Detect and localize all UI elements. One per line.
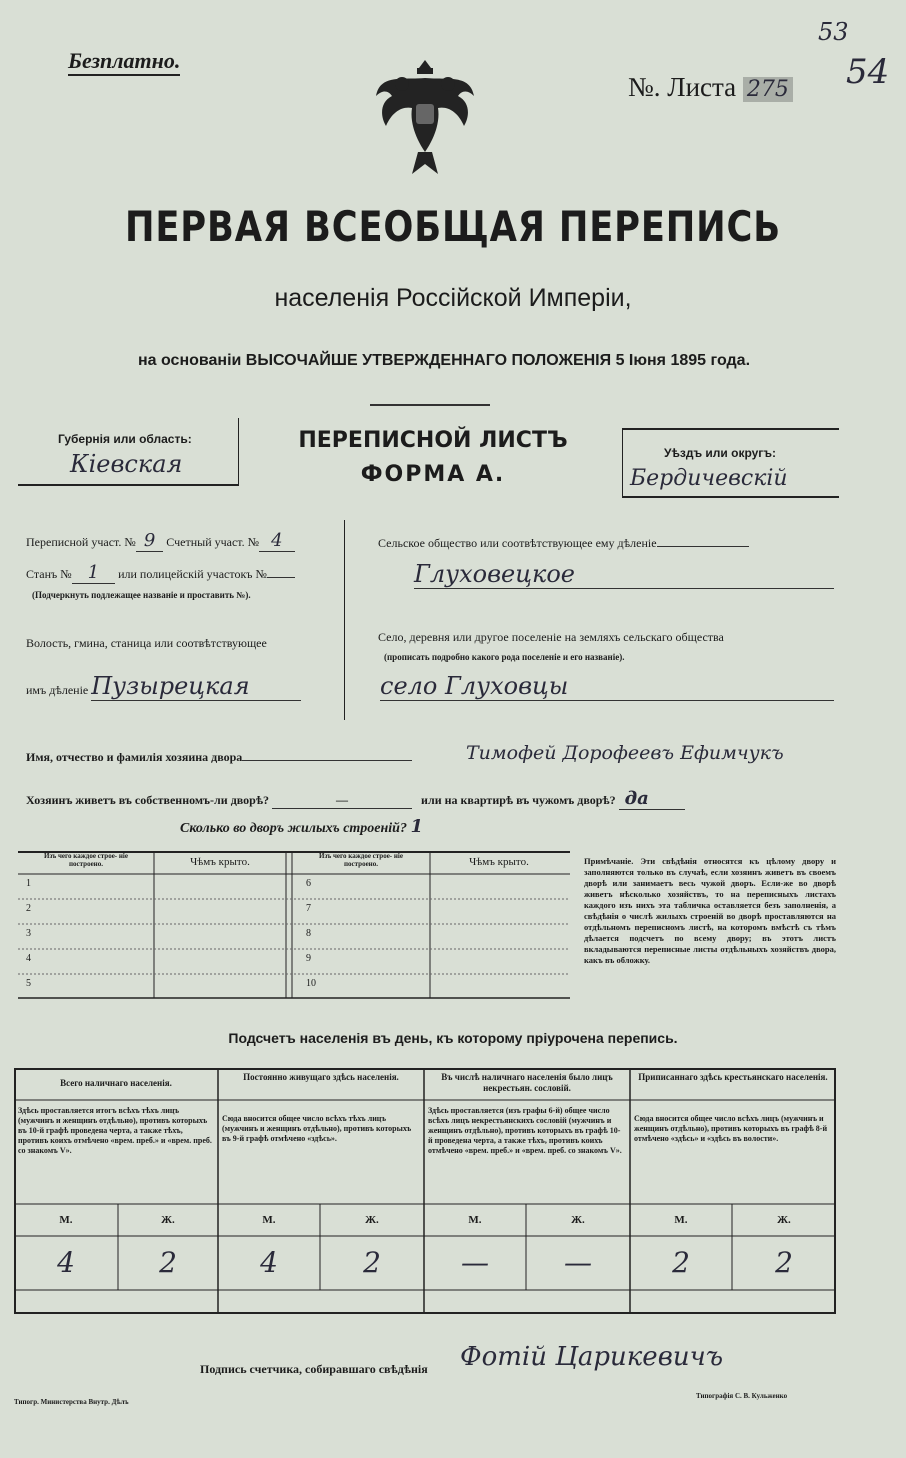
row-num: 2 [26,903,31,914]
village-value[interactable]: село Глуховцы [380,672,834,701]
volost-value[interactable]: Пузырецкая [91,672,301,701]
row-num: 1 [26,878,31,889]
subtitle: населенія Россійской Имперіи, [274,284,632,312]
stan-line: Станъ № 1 или полицейскій участокъ № [26,562,295,583]
col-m-2: М. [262,1214,276,1226]
village-label: Село, деревня или другое поселеніе на земляхъ сельскаго общества [378,630,724,644]
stan-value[interactable]: 1 [72,562,115,584]
buildings-col-roof-2: Чѣмъ крыто. [469,856,529,868]
sheet-number-value: 275 [743,77,793,102]
count-header-total: Всего наличнаго населенія. [60,1078,172,1088]
owner-name-line: Имя, отчество и фамилія хозяина двора [26,750,412,765]
count-value[interactable]: 2 [363,1246,381,1279]
buildings-col-roof: Чѣмъ крыто. [190,856,250,868]
count-value[interactable]: — [564,1246,592,1279]
gubernia-value[interactable]: Кіевская [70,450,183,478]
row-num: 4 [26,953,31,964]
count-header-ascribed: Приписаннаго здѣсь крестьянскаго населенія. [638,1072,828,1082]
owner-name-value[interactable]: Тимофей Дорофеевъ Ефимчукъ [466,742,784,764]
own-yard-value[interactable]: — [272,793,412,809]
note-text: Примѣчаніе. Эти свѣдѣнія относятся къ цѣлому двору и заполняются только въ случаѣ, если хозяинъ живетъ въ своемъ дворѣ или занимаетъ весь чужой дворъ. Если-же во дворѣ живетъ нѣсколько хозяйствъ, то на переписныхъ листахъ каждого изъ нихъ эта табличка оставляется безъ заполненія, а свѣдѣнія о числѣ жилыхъ строеній во дворѣ проставляются на отдѣльномъ переписномъ листѣ, на которомъ вмѣстѣ съ тѣмъ дѣлается подсчетъ по всему двору; въ этотъ листъ вкладываются переписные листы отдѣльныхъ хозяйствъ двора, какъ въ обложку. [584,856,836,965]
row-num: 7 [306,903,311,914]
form-title: ПЕРЕПИСНОЙ ЛИСТЪ [298,428,568,453]
row-num: 5 [26,978,31,989]
count-desc-total: Здѣсь проставляется итогъ всѣхъ тѣхъ лицъ (мужчинъ и женщинъ отдѣльно), противъ которыхъ въ 10-й графѣ проведена черта, а также тѣхъ, противъ коихъ отмѣчено «врем. преб.» и «врем. преб. со знакомъ V». [18,1106,212,1155]
buildings-col-material: Изъ чего каждое строе- ніе построено. [44,852,128,868]
society-value[interactable]: Глуховецкое [414,560,834,589]
row-num: 9 [306,953,311,964]
buildings-count-value[interactable]: 1 [410,816,423,837]
main-title: ПЕРВАЯ ВСЕОБЩАЯ ПЕРЕПИСЬ [124,202,781,251]
col-m-3: М. [468,1214,482,1226]
footer-printer-left: Типогр. Министерства Внутр. Дѣлъ [14,1398,129,1406]
count-value[interactable]: 4 [260,1246,278,1279]
count-value[interactable]: 2 [775,1246,793,1279]
col-zh-2: Ж. [365,1214,379,1226]
gubernia-label: Губернія или область: [58,432,192,446]
society-line: Сельское общество или соотвѣтствующее ему дѣленіе [378,536,749,551]
divider-ornament [370,404,490,406]
buildings-table-grid [18,850,570,1000]
basis-line: на основаніи ВЫСОЧАЙШЕ УТВЕРЖДЕННАГО ПОЛОЖЕНІЯ 5 Іюня 1895 года. [137,352,751,369]
sheet-number-label: №. Листа 275 [628,72,793,103]
archive-mark-1: 53 [818,18,849,46]
form-name: ФОРМА А. [360,462,506,487]
rent-value[interactable]: да [619,788,685,810]
count-desc-ascribed: Сюда вносится общее число всѣхъ лицъ (мужчинъ и женщинъ отдѣльно), противъ которыхъ въ графѣ 8-й отмѣчено «здѣсь» и «здѣсь въ волости». [634,1114,828,1143]
count-title: Подсчетъ населенія въ день, къ которому пріурочена перепись. [228,1030,678,1046]
count-value[interactable]: 4 [57,1246,75,1279]
count-desc-permanent: Сюда вносится общее число всѣхъ тѣхъ лицъ (мужчинъ и женщинъ отдѣльно), противъ которыхъ въ 9-й графѣ отмѣчено «здѣсь». [222,1114,412,1143]
row-num: 8 [306,928,311,939]
uchastok-value[interactable]: 9 [136,530,163,552]
count-desc-noncrest: Здѣсь проставляется (изъ графы 6-й) общее число всѣхъ лицъ некрестьянскихъ сословій (мужчинъ и женщинъ отдѣльно), противъ которыхъ въ графѣ 10-й проведена черта, а также тѣхъ, противъ коихъ отмѣчено «врем. преб.» и «врем. преб. со знакомъ V». [428,1106,622,1155]
col-m-4: М. [674,1214,688,1226]
count-header-permanent: Постоянно живущаго здѣсь населенія. [243,1072,399,1082]
col-zh-1: Ж. [161,1214,175,1226]
volost-label: Волость, гмина, станица или соотвѣтствующее [26,636,267,650]
buildings-count-line: Сколько во дворъ жилыхъ строеній? 1 [180,816,423,837]
archive-mark-2: 54 [846,52,890,92]
count-value[interactable]: 2 [159,1246,177,1279]
double-headed-eagle-icon [372,56,478,184]
col-m-1: М. [59,1214,73,1226]
village-note: (прописать подробно какого рода поселеніе и его названіе). [384,652,625,662]
uezd-label: Уѣздъ или округъ: [664,446,777,460]
row-num: 6 [306,878,311,889]
count-value[interactable]: 2 [672,1246,690,1279]
col-zh-4: Ж. [777,1214,791,1226]
row-num: 10 [306,978,316,989]
signature-value[interactable]: Фотій Царикевичъ [460,1342,724,1372]
count-header-noncrest: Въ числѣ наличнаго населенія было лицъ некрестьян. сословій. [441,1072,613,1093]
own-yard-line: Хозяинъ живетъ въ собственномъ-ли дворѣ? — или на квартирѣ въ чужомъ дворѣ? да [26,788,685,810]
volost-line: имъ дѣленіе Пузырецкая [26,672,336,701]
uezd-value[interactable]: Бердичевскій [630,466,788,491]
uchastok-line: Переписной участ. № 9 Счетный участ. № 4 [26,530,295,551]
schet-value[interactable]: 4 [259,530,294,552]
count-value[interactable]: — [461,1246,489,1279]
footer-printer-right: Типографія С. В. Кульженко [696,1392,788,1400]
buildings-col-material-2: Изъ чего каждое строе- ніе построено. [319,852,403,868]
buildings-table [18,850,570,1000]
population-count-table [14,1068,836,1314]
row-num: 3 [26,928,31,939]
signature-label: Подпись счетчика, собиравшаго свѣдѣнія [200,1362,428,1376]
col-zh-3: Ж. [571,1214,585,1226]
underline-note: (Подчеркнуть подлежащее названіе и проставить №). [32,590,251,600]
free-label: Безплатно. [68,48,180,76]
